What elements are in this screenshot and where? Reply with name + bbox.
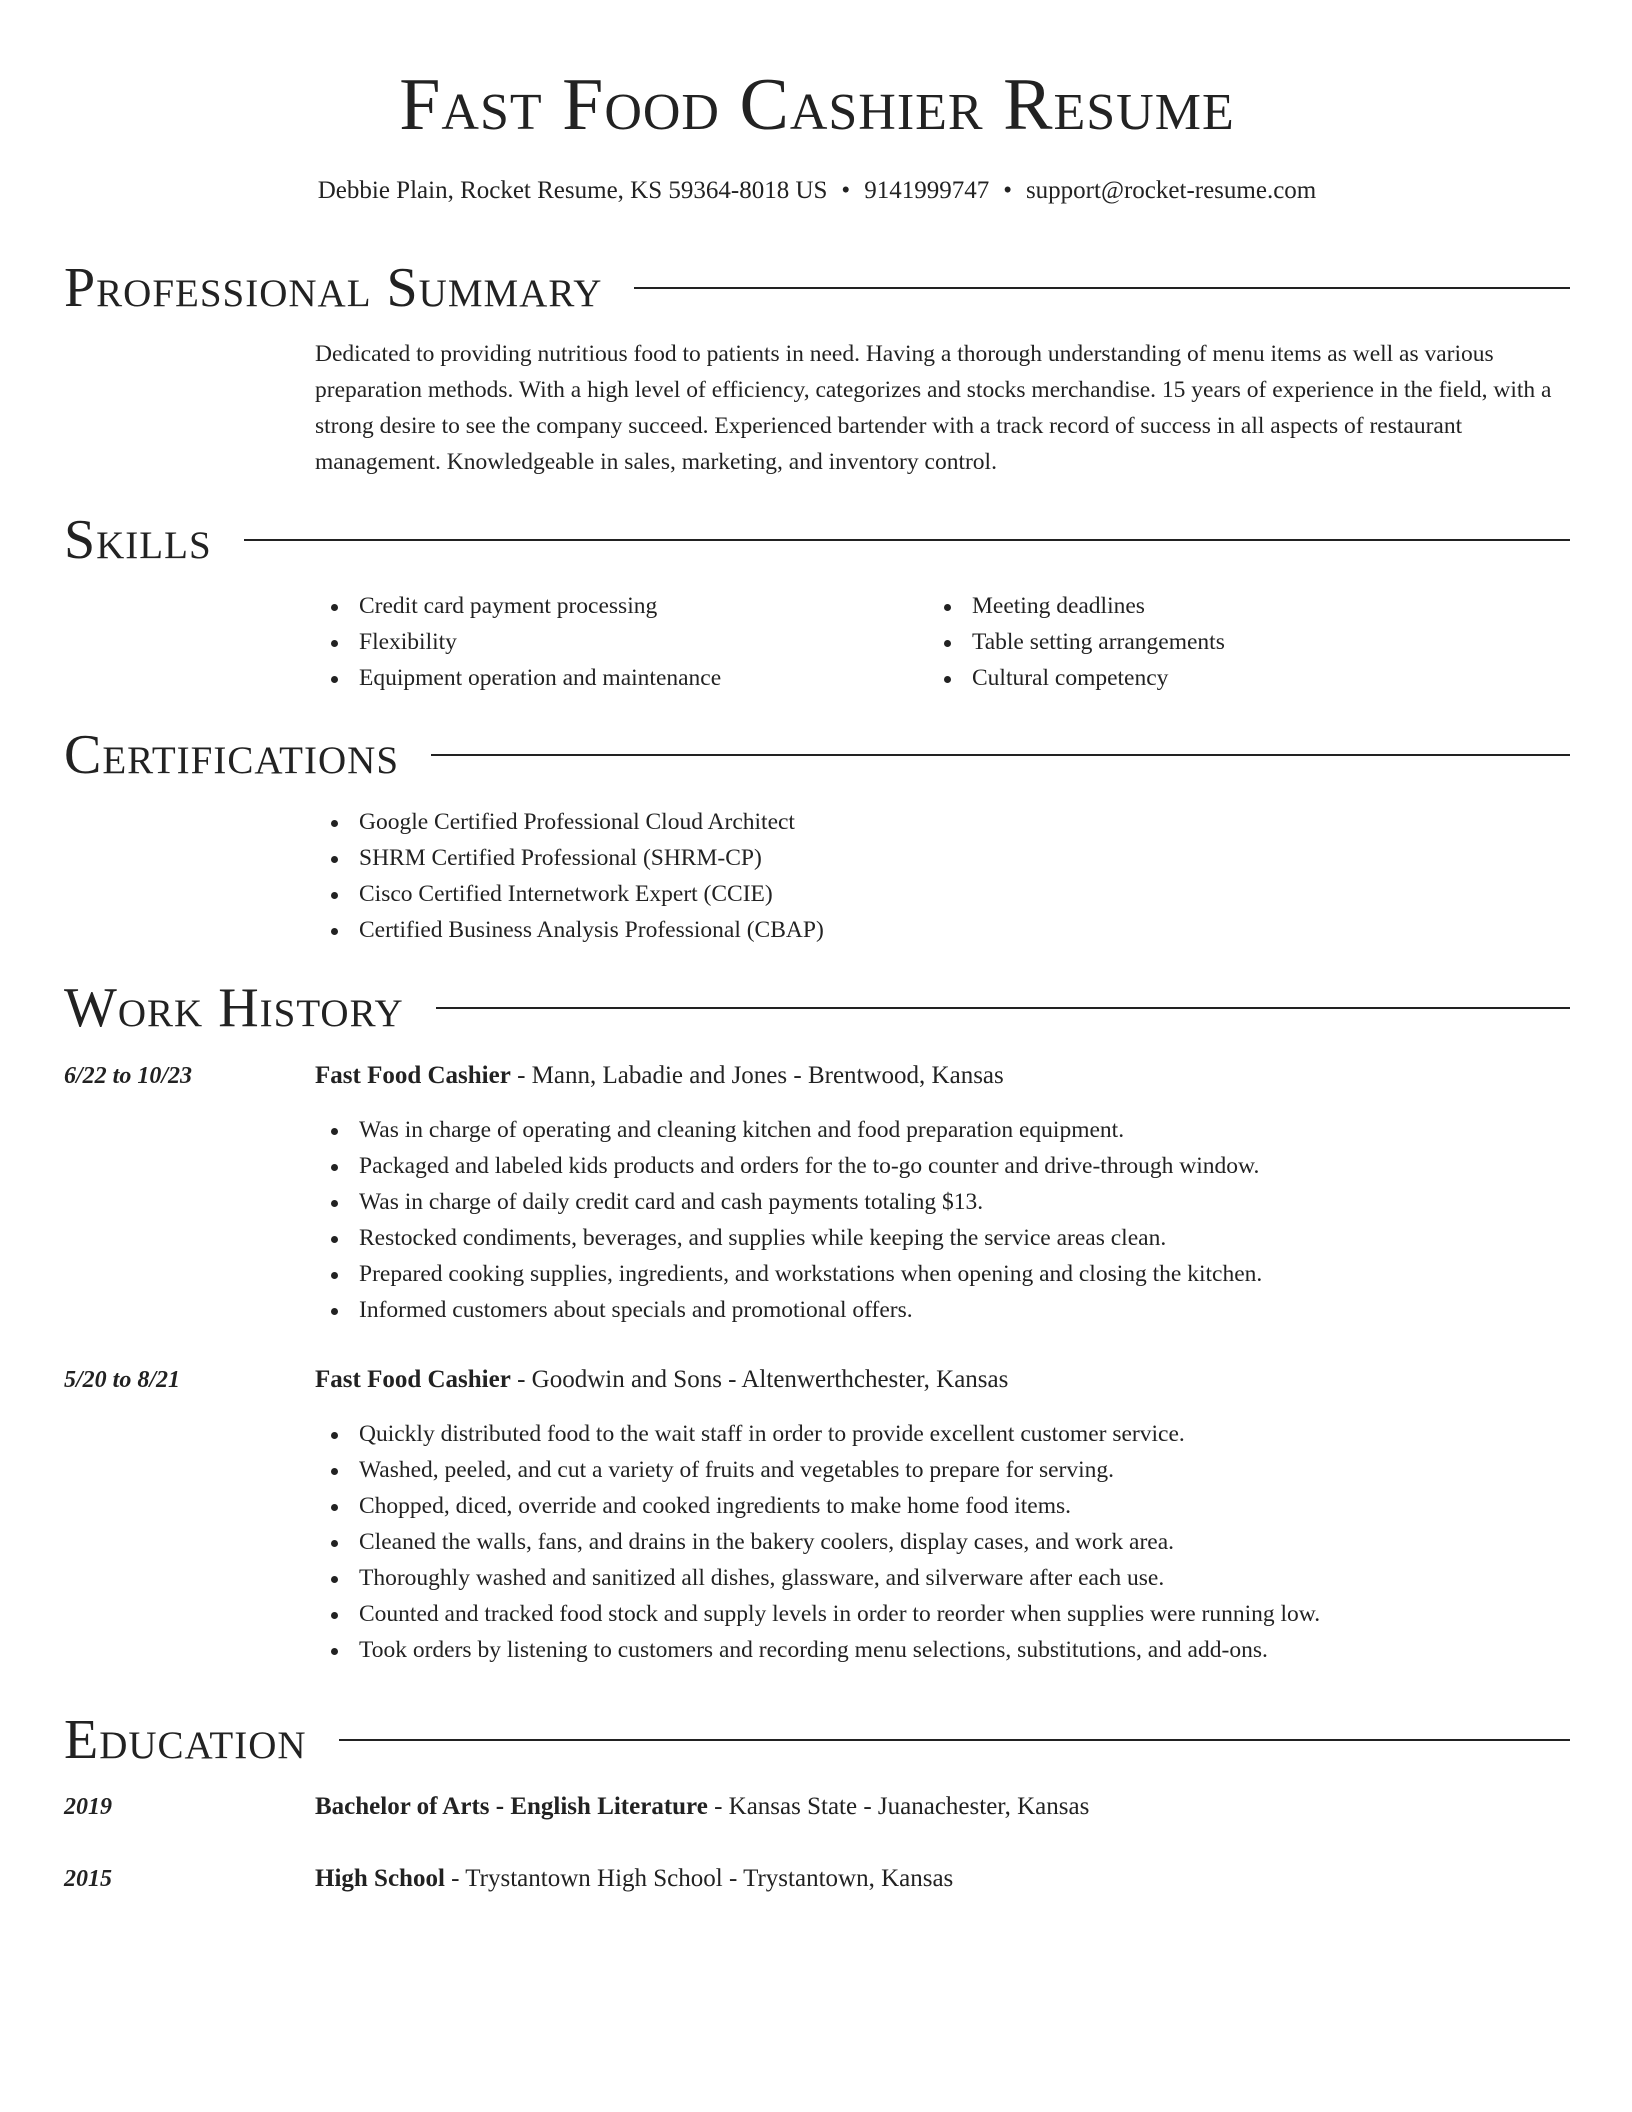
job-title: Fast Food Cashier xyxy=(315,1366,511,1393)
education-year: 2015 xyxy=(64,1866,112,1892)
section-professional-summary xyxy=(64,253,1570,323)
job-duties xyxy=(315,1416,1565,1668)
section-heading: Certifications xyxy=(64,724,400,786)
summary-text: Dedicated to providing nutritious food to patients in need. Having a thorough understanding of menu items as well as various preparation methods. With a high level of efficiency, categorizes and stocks merchandise. 15 years of experience in the field, with a strong desire to see the company succeed. Experienced bartender with a track record of success in all aspects of restaurant management. Knowledgeable in sales, marketing, and inventory control. xyxy=(315,341,1552,475)
job-duty: Took orders by listening to customers and recording menu selections, substitutions, and add-ons. xyxy=(315,1632,1565,1668)
job-duties xyxy=(315,1112,1565,1328)
skill-item: Table setting arrangements xyxy=(928,624,1528,660)
job-dates: 5/20 to 8/21 xyxy=(64,1367,181,1393)
section-heading: Skills xyxy=(64,509,212,571)
job-duty: Cleaned the walls, fans, and drains in the bakery coolers, display cases, and work area. xyxy=(315,1524,1565,1560)
contact-separator: • xyxy=(1003,177,1012,204)
section-certifications xyxy=(64,720,1570,790)
job-heading xyxy=(315,1362,1008,1398)
job-dates: 6/22 to 10/23 xyxy=(64,1063,193,1089)
skill-item: Cultural competency xyxy=(928,660,1528,696)
job-duty: Prepared cooking supplies, ingredients, and workstations when opening and closing the kitchen. xyxy=(315,1256,1565,1292)
certification-item: Cisco Certified Internetwork Expert (CCIE) xyxy=(315,876,1315,912)
job-duty: Restocked condiments, beverages, and supplies while keeping the service areas clean. xyxy=(315,1220,1565,1256)
job-duty: Was in charge of daily credit card and cash payments totaling $13. xyxy=(315,1184,1565,1220)
job-duty: Quickly distributed food to the wait staff in order to provide excellent customer service. xyxy=(315,1416,1565,1452)
section-divider xyxy=(634,287,1570,289)
skills-column-right xyxy=(928,588,1528,696)
job-duty: Packaged and labeled kids products and orders for the to-go counter and drive-through window. xyxy=(315,1148,1565,1184)
section-skills xyxy=(64,505,1570,575)
section-divider xyxy=(436,1007,1570,1009)
section-heading: Work History xyxy=(64,977,404,1039)
section-divider xyxy=(431,754,1570,756)
certification-item: Certified Business Analysis Professional (CBAP) xyxy=(315,912,1315,948)
contact-email[interactable]: support@rocket-resume.com xyxy=(1025,177,1317,204)
education-entry xyxy=(315,1789,1089,1825)
section-heading: Education xyxy=(64,1709,307,1771)
contact-phone: 9141999747 xyxy=(864,177,990,204)
certification-item: SHRM Certified Professional (SHRM-CP) xyxy=(315,840,1315,876)
skill-item: Meeting deadlines xyxy=(928,588,1528,624)
job-title: Fast Food Cashier xyxy=(315,1062,511,1089)
job-duty: Counted and tracked food stock and supply levels in order to reorder when supplies were running low. xyxy=(315,1596,1565,1632)
skill-item: Flexibility xyxy=(315,624,915,660)
section-divider xyxy=(339,1739,1570,1741)
section-divider xyxy=(244,539,1570,541)
job-duty: Was in charge of operating and cleaning kitchen and food preparation equipment. xyxy=(315,1112,1565,1148)
certification-item: Google Certified Professional Cloud Architect xyxy=(315,804,1315,840)
contact-address: Debbie Plain, Rocket Resume, KS 59364-8018 US xyxy=(317,177,828,204)
contact-line xyxy=(64,175,1570,207)
skills-column-left xyxy=(315,588,915,696)
resume-title: Fast Food Cashier Resume xyxy=(399,64,1235,146)
skill-item: Equipment operation and maintenance xyxy=(315,660,915,696)
education-year: 2019 xyxy=(64,1794,112,1820)
education-school: - Trystantown High School - Trystantown, Kansas xyxy=(444,1865,954,1892)
job-duty: Thoroughly washed and sanitized all dishes, glassware, and silverware after each use. xyxy=(315,1560,1565,1596)
section-heading: Professional Summary xyxy=(64,257,603,319)
section-work-history xyxy=(64,973,1570,1043)
education-degree: Bachelor of Arts - English Literature xyxy=(315,1793,708,1820)
job-duty: Informed customers about specials and promotional offers. xyxy=(315,1292,1565,1328)
job-duty: Washed, peeled, and cut a variety of fruits and vegetables to prepare for serving. xyxy=(315,1452,1565,1488)
education-degree: High School xyxy=(315,1865,445,1892)
contact-separator: • xyxy=(841,177,851,204)
education-entry xyxy=(315,1861,953,1897)
job-heading xyxy=(315,1058,1004,1094)
certifications-list xyxy=(315,804,1315,948)
section-education xyxy=(64,1705,1570,1775)
job-duty: Chopped, diced, override and cooked ingredients to make home food items. xyxy=(315,1488,1565,1524)
job-employer: - Goodwin and Sons - Altenwerthchester, Kansas xyxy=(510,1366,1009,1393)
job-employer: - Mann, Labadie and Jones - Brentwood, Kansas xyxy=(510,1062,1004,1089)
skill-item: Credit card payment processing xyxy=(315,588,915,624)
education-school: - Kansas State - Juanachester, Kansas xyxy=(707,1793,1090,1820)
